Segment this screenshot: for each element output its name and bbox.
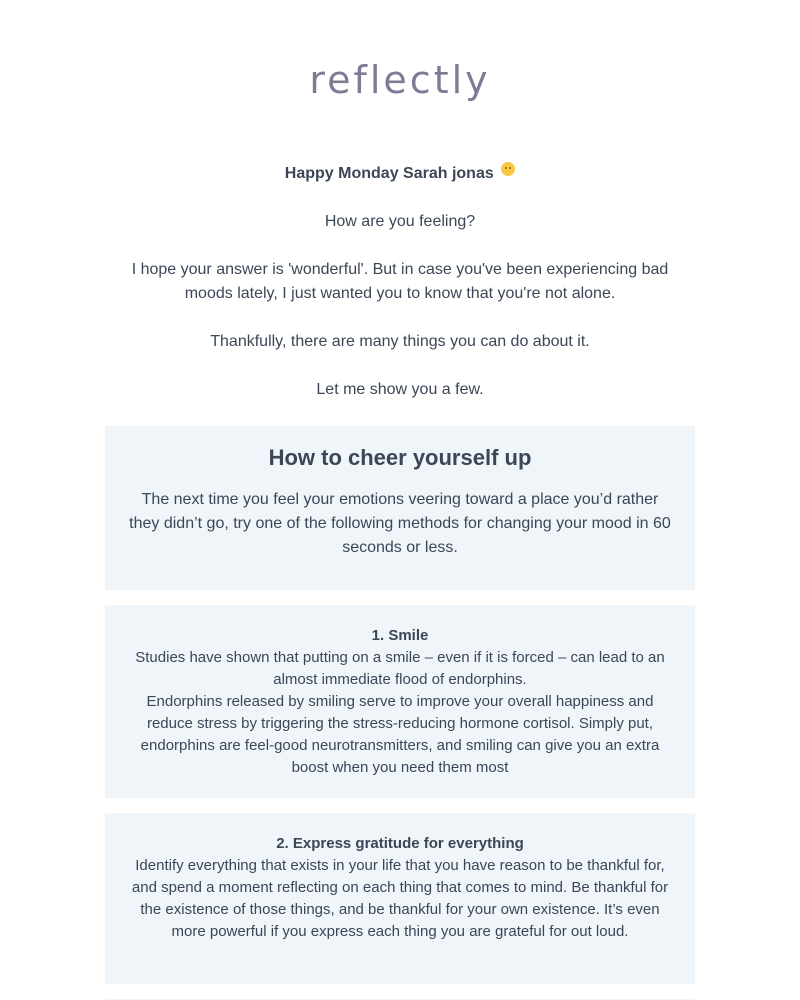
cheer-up-heading: How to cheer yourself up [268,445,532,470]
greeting-line [120,162,680,186]
cheer-up-body: The next time you feel your emotions veering toward a place you’d rather they didn’t go, try one of the following methods for changing your mood in 60 seconds or less. [129,491,671,556]
cheer-up-card [105,426,695,590]
tip-card-gratitude [105,813,695,984]
reflectly-logo[interactable]: reflectly [309,58,491,102]
smiley-emoji-icon [501,162,515,176]
tip-body: Studies have shown that putting on a smile – even if it is forced – can lead to an almost immediate flood of endorphins. [135,649,665,688]
tip-title: 2. Express gratitude for everything [276,835,524,852]
thankfully-paragraph: Thankfully, there are many things you can do about it. [210,333,590,350]
show-paragraph: Let me show you a few. [316,381,484,398]
greeting-text: Happy Monday Sarah jonas [284,165,494,182]
tip-title: 1. Smile [371,627,429,644]
tip-card-smile [105,605,695,798]
tip-body: Endorphins released by smiling serve to improve your overall happiness and reduce stress by triggering the stress-reducing hormone cortisol. Simply put, endorphins are feel-good neurotransmitters, and smiling can give you an extra boost when you need them most [140,693,660,776]
tip-body: Identify everything that exists in your life that you have reason to be thankful for, and spend a moment reflecting on each thing that comes to mind. Be thankful for the existence of those things, and be thankful for your own existence. It’s even more powerful if you express each thing you are grateful for out loud. [131,857,669,940]
hope-paragraph: I hope your answer is 'wonderful'. But in case you've been experiencing bad moods lately, I just wanted you to know that you're not alone. [131,261,669,302]
question-text: How are you feeling? [324,213,476,230]
intro-section [120,162,680,426]
